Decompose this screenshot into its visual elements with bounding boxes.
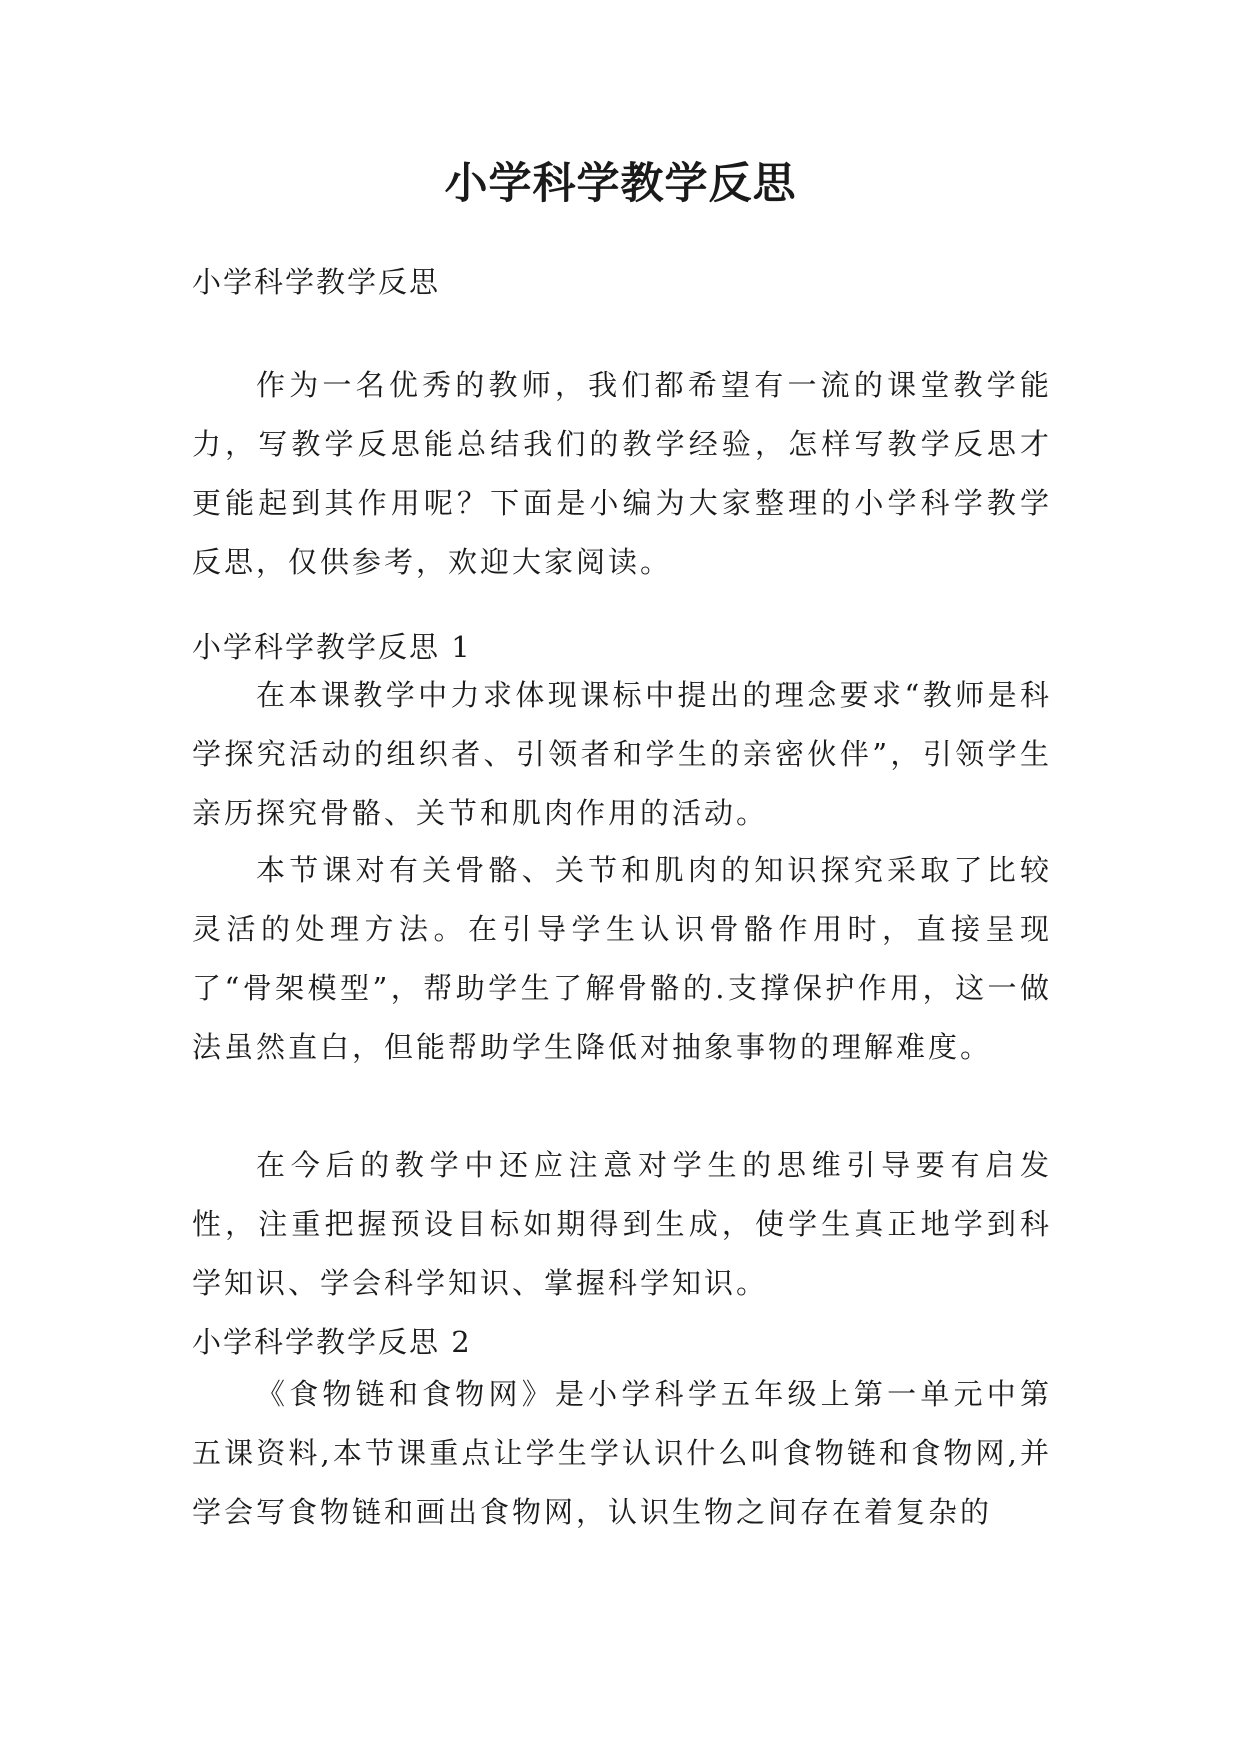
section-2-heading: 小学科学教学反思 2 [192, 1325, 472, 1359]
section-1-paragraph-3: 在今后的教学中还应注意对学生的思维引导要有启发性，注重把握预设目标如期得到生成，使学生真正地学到科学知识、学会科学知识、掌握科学知识。 [192, 1148, 1052, 1300]
section-2-paragraph-1: 《食物链和食物网》是小学科学五年级上第一单元中第五课资料,本节课重点让学生学认识什么叫食物链和食物网,并学会写食物链和画出食物网，认识生物之间存在着复杂的 [192, 1377, 1052, 1529]
intro-paragraph: 作为一名优秀的教师，我们都希望有一流的课堂教学能力，写教学反思能总结我们的教学经验，怎样写教学反思才更能起到其作用呢？下面是小编为大家整理的小学科学教学反思，仅供参考，欢迎大家阅读。 [192, 368, 1052, 579]
section-1-paragraph-2: 本节课对有关骨骼、关节和肌肉的知识探究采取了比较灵活的处理方法。在引导学生认识骨骼作用时，直接呈现了“骨架模型”，帮助学生了解骨骼的.支撑保护作用，这一做法虽然直白，但能帮助学生降低对抽象事物的理解难度。 [192, 853, 1052, 1064]
section-1-paragraph-1: 在本课教学中力求体现课标中提出的理念要求“教师是科学探究活动的组织者、引领者和学生的亲密伙伴”，引领学生亲历探究骨骼、关节和肌肉作用的活动。 [192, 678, 1052, 830]
section-1-heading: 小学科学教学反思 1 [192, 630, 472, 664]
document-title: 小学科学教学反思 [444, 159, 797, 209]
document-subtitle: 小学科学教学反思 [192, 265, 441, 299]
